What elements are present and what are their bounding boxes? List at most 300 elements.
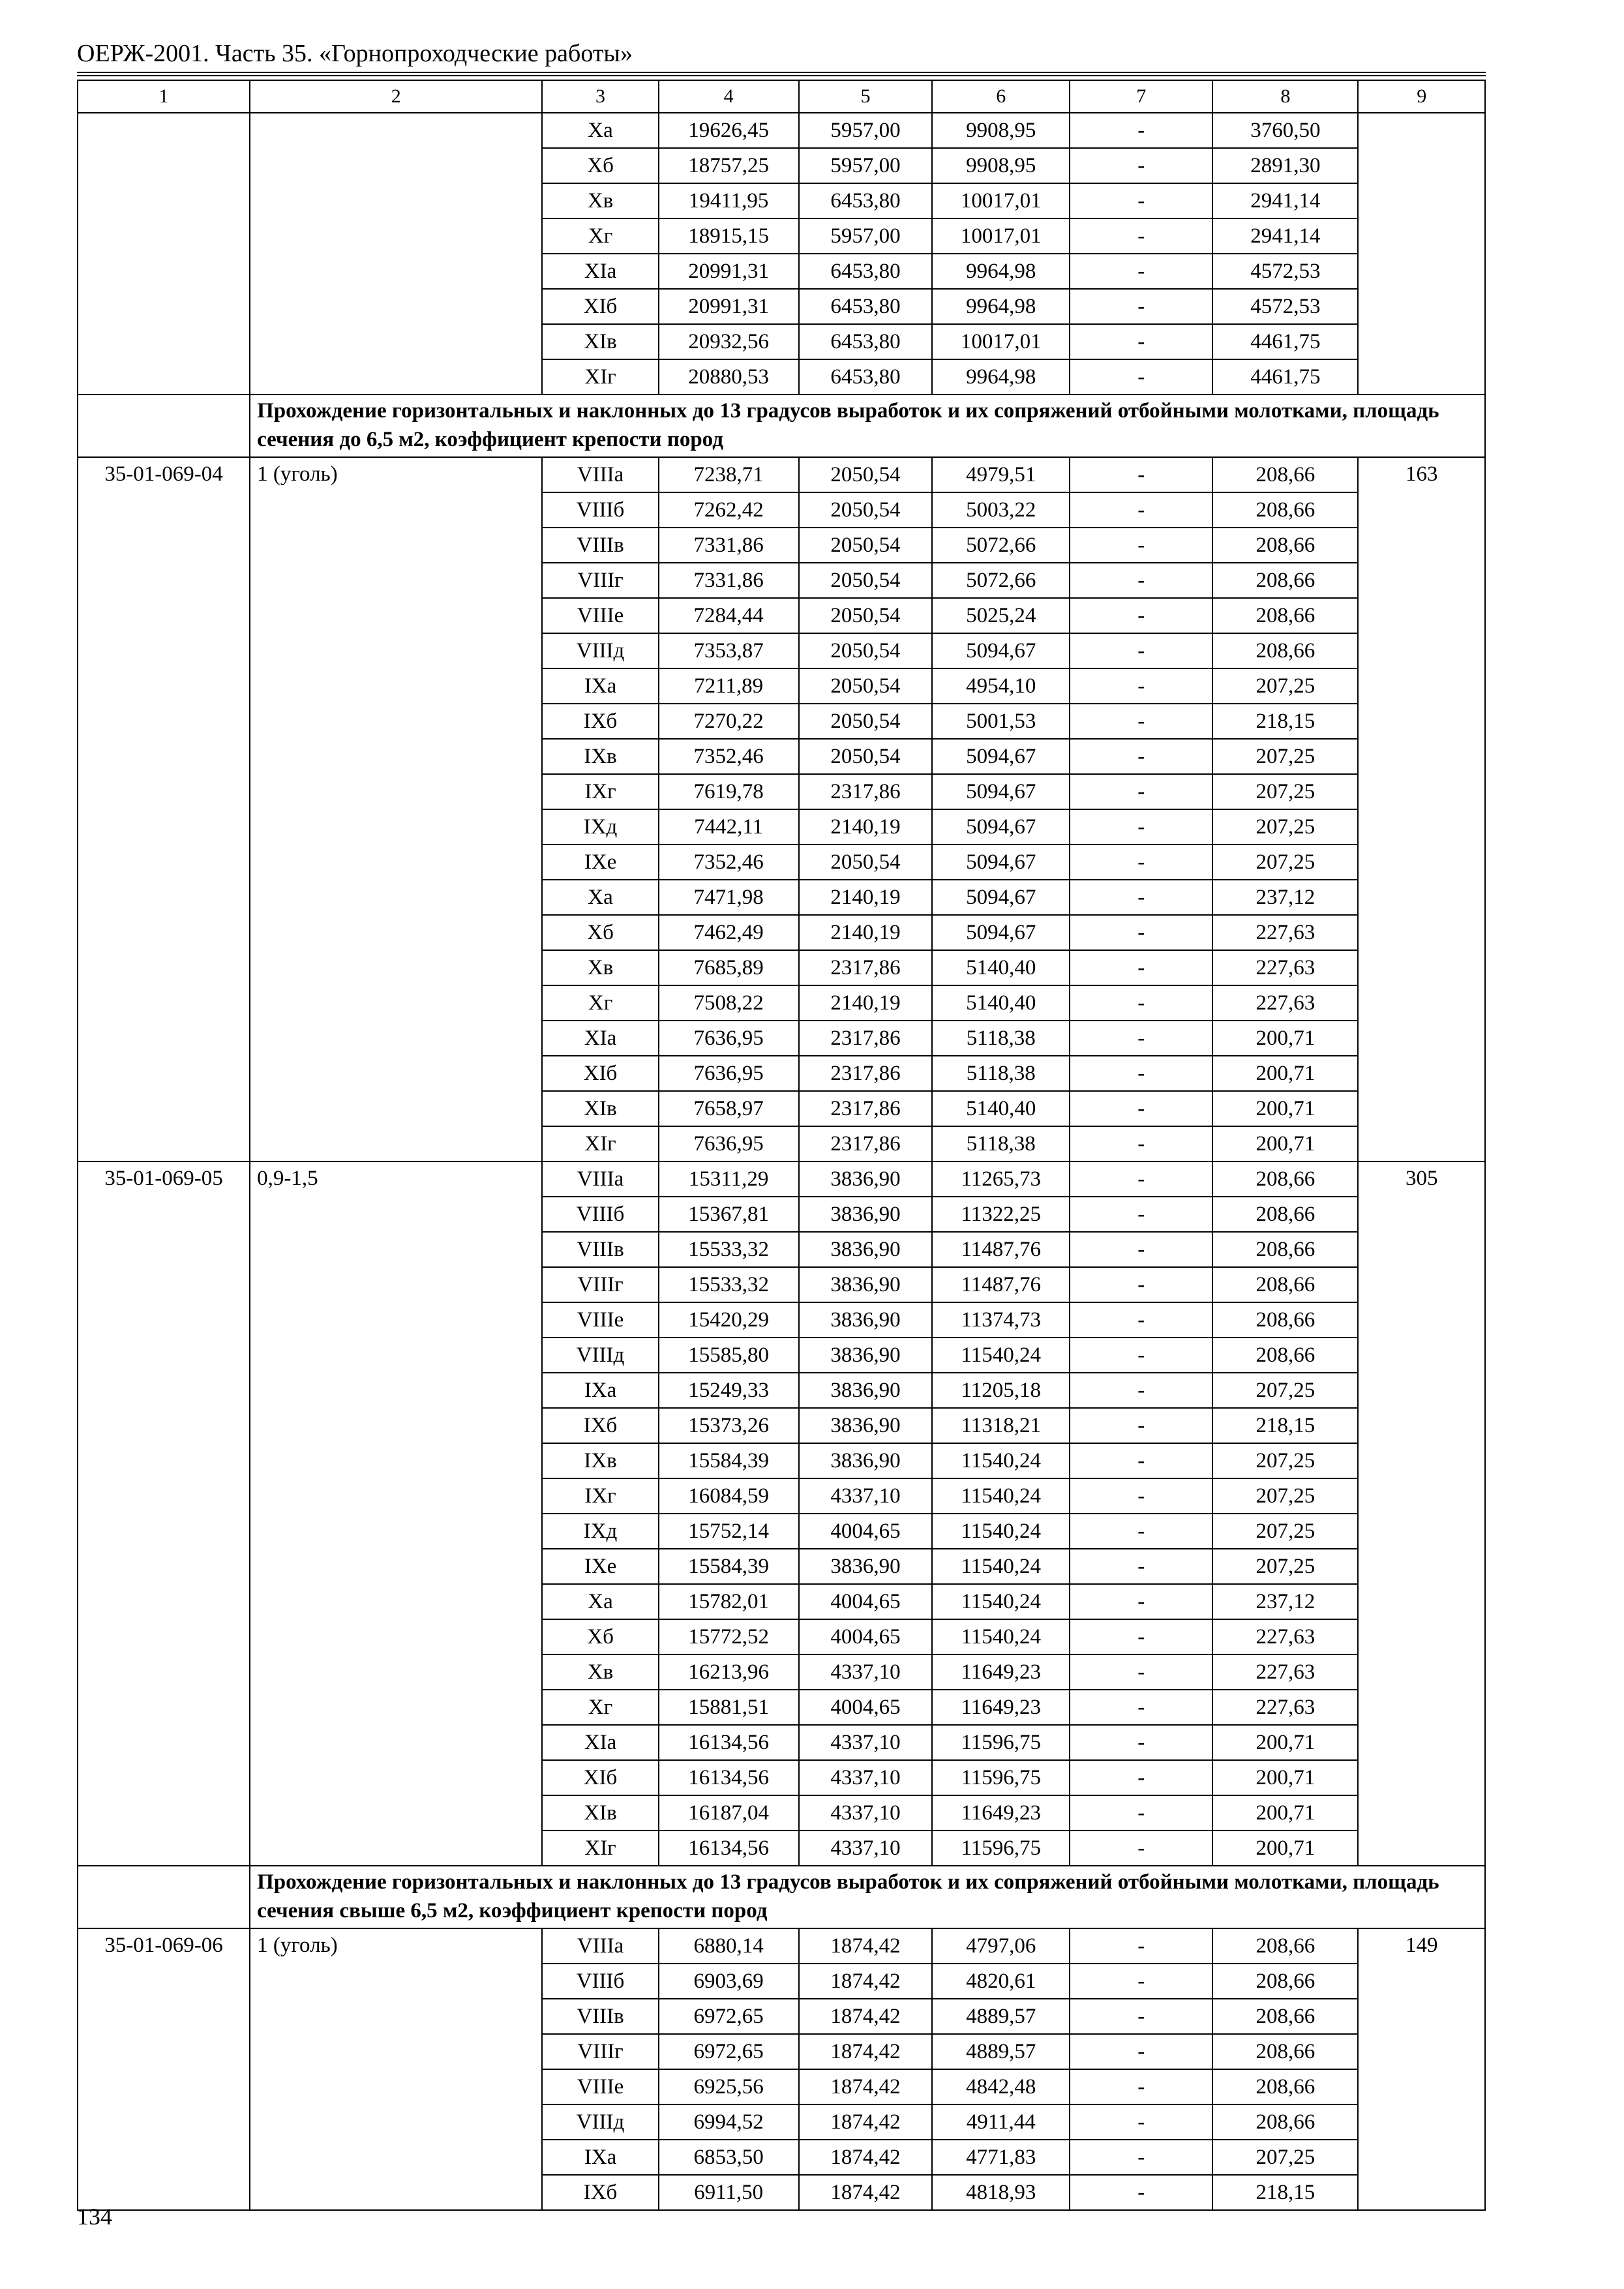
operator-cost: - — [1070, 1056, 1212, 1091]
total-cost: 20991,31 — [659, 289, 799, 324]
total-cost: 19626,45 — [659, 113, 799, 148]
operator-cost: - — [1070, 1654, 1212, 1690]
materials-cost: 2891,30 — [1212, 148, 1358, 183]
labor-cost: 2050,54 — [799, 704, 933, 739]
total-cost: 6903,69 — [659, 1964, 799, 1999]
category: VIIIа — [542, 1161, 658, 1197]
operator-cost: - — [1070, 1302, 1212, 1338]
category: IXа — [542, 1373, 658, 1408]
materials-cost: 207,25 — [1212, 739, 1358, 774]
operator-cost: - — [1070, 254, 1212, 289]
labor-cost: 2050,54 — [799, 739, 933, 774]
labor-cost: 2317,86 — [799, 774, 933, 809]
operator-cost: - — [1070, 633, 1212, 668]
total-cost: 7442,11 — [659, 809, 799, 845]
labor-cost: 6453,80 — [799, 324, 933, 359]
category: VIIIа — [542, 457, 658, 492]
category: VIIIе — [542, 1302, 658, 1338]
total-cost: 7636,95 — [659, 1056, 799, 1091]
operator-cost: - — [1070, 739, 1212, 774]
table-row — [78, 113, 1485, 148]
machine-cost: 5140,40 — [932, 985, 1070, 1021]
labor-cost: 4004,65 — [799, 1690, 933, 1725]
materials-cost: 237,12 — [1212, 880, 1358, 915]
labor-cost: 6453,80 — [799, 183, 933, 218]
total-cost: 15881,51 — [659, 1690, 799, 1725]
category: XIа — [542, 254, 658, 289]
category: Xг — [542, 218, 658, 254]
total-cost: 15752,14 — [659, 1514, 799, 1549]
materials-cost: 208,66 — [1212, 1161, 1358, 1197]
table-row — [78, 457, 1485, 492]
section-spacer — [78, 395, 250, 457]
category: IXб — [542, 704, 658, 739]
total-cost: 19411,95 — [659, 183, 799, 218]
machine-cost: 4889,57 — [932, 2034, 1070, 2069]
operator-cost: - — [1070, 598, 1212, 633]
machine-cost: 4771,83 — [932, 2140, 1070, 2175]
labor-cost: 3836,90 — [799, 1267, 933, 1302]
machine-cost: 5094,67 — [932, 915, 1070, 950]
materials-cost: 207,25 — [1212, 1514, 1358, 1549]
labor-cost: 3836,90 — [799, 1338, 933, 1373]
materials-cost: 208,66 — [1212, 1338, 1358, 1373]
labor-cost: 1874,42 — [799, 1928, 933, 1964]
labor-cost: 1874,42 — [799, 2140, 933, 2175]
operator-cost: - — [1070, 668, 1212, 704]
total-cost: 7636,95 — [659, 1126, 799, 1161]
category: Xб — [542, 148, 658, 183]
materials-cost: 4572,53 — [1212, 254, 1358, 289]
materials-cost: 208,66 — [1212, 2069, 1358, 2104]
materials-cost: 200,71 — [1212, 1760, 1358, 1795]
category: VIIIб — [542, 492, 658, 528]
machine-cost: 5072,66 — [932, 563, 1070, 598]
labor-cost: 1874,42 — [799, 2034, 933, 2069]
machine-cost: 11487,76 — [932, 1232, 1070, 1267]
machine-cost: 4954,10 — [932, 668, 1070, 704]
labor-cost: 2317,86 — [799, 950, 933, 985]
header-rule-bottom — [77, 75, 1486, 76]
rate-code: 35-01-069-04 — [78, 457, 250, 1161]
machine-cost: 11540,24 — [932, 1584, 1070, 1619]
machine-cost: 4818,93 — [932, 2175, 1070, 2210]
operator-cost: - — [1070, 113, 1212, 148]
operator-cost: - — [1070, 1443, 1212, 1478]
operator-cost: - — [1070, 809, 1212, 845]
machine-cost: 10017,01 — [932, 324, 1070, 359]
section-heading: Прохождение горизонтальных и наклонных до 13 градусов выработок и их сопряжений отбойными молотками, площадь сечения свыше 6,5 м2, коэффициент крепости пород — [250, 1866, 1485, 1928]
machine-cost: 11374,73 — [932, 1302, 1070, 1338]
section-spacer — [78, 1866, 250, 1928]
materials-cost: 218,15 — [1212, 704, 1358, 739]
materials-cost: 237,12 — [1212, 1584, 1358, 1619]
operator-cost: - — [1070, 457, 1212, 492]
materials-cost: 4572,53 — [1212, 289, 1358, 324]
materials-cost: 207,25 — [1212, 1443, 1358, 1478]
machine-cost: 11649,23 — [932, 1795, 1070, 1831]
operator-cost: - — [1070, 183, 1212, 218]
materials-cost: 200,71 — [1212, 1795, 1358, 1831]
operator-cost: - — [1070, 1760, 1212, 1795]
rate-code: 35-01-069-05 — [78, 1161, 250, 1866]
materials-cost: 208,66 — [1212, 2034, 1358, 2069]
category: VIIIв — [542, 1232, 658, 1267]
labor-cost: 1874,42 — [799, 1964, 933, 1999]
materials-cost: 200,71 — [1212, 1831, 1358, 1866]
machine-cost: 5094,67 — [932, 845, 1070, 880]
machine-cost: 5140,40 — [932, 950, 1070, 985]
column-number: 1 — [78, 80, 250, 113]
category: Xб — [542, 1619, 658, 1654]
total-cost: 15311,29 — [659, 1161, 799, 1197]
machine-cost: 11540,24 — [932, 1338, 1070, 1373]
operator-cost: - — [1070, 2069, 1212, 2104]
category: IXд — [542, 1514, 658, 1549]
operator-cost: - — [1070, 1161, 1212, 1197]
labor-cost: 2140,19 — [799, 915, 933, 950]
materials-cost: 208,66 — [1212, 1267, 1358, 1302]
machine-cost: 5094,67 — [932, 809, 1070, 845]
operator-cost: - — [1070, 1232, 1212, 1267]
category: XIа — [542, 1021, 658, 1056]
machine-cost: 5003,22 — [932, 492, 1070, 528]
operator-cost: - — [1070, 2175, 1212, 2210]
operator-cost: - — [1070, 1267, 1212, 1302]
column-number: 5 — [799, 80, 933, 113]
category: XIв — [542, 324, 658, 359]
materials-cost: 200,71 — [1212, 1021, 1358, 1056]
total-cost: 20991,31 — [659, 254, 799, 289]
operator-cost: - — [1070, 774, 1212, 809]
rock-hardness — [250, 113, 542, 395]
labor-hours: 305 — [1358, 1161, 1485, 1866]
machine-cost: 9908,95 — [932, 148, 1070, 183]
category: IXе — [542, 845, 658, 880]
operator-cost: - — [1070, 1126, 1212, 1161]
category: IXе — [542, 1549, 658, 1584]
category: Xв — [542, 183, 658, 218]
total-cost: 7636,95 — [659, 1021, 799, 1056]
total-cost: 18915,15 — [659, 218, 799, 254]
materials-cost: 2941,14 — [1212, 218, 1358, 254]
labor-cost: 2050,54 — [799, 633, 933, 668]
total-cost: 7352,46 — [659, 739, 799, 774]
materials-cost: 207,25 — [1212, 668, 1358, 704]
rock-hardness: 1 (уголь) — [250, 1928, 542, 2210]
rate-code — [78, 113, 250, 395]
total-cost: 7262,42 — [659, 492, 799, 528]
total-cost: 16084,59 — [659, 1478, 799, 1514]
materials-cost: 208,66 — [1212, 1999, 1358, 2034]
category: XIв — [542, 1795, 658, 1831]
materials-cost: 4461,75 — [1212, 324, 1358, 359]
labor-cost: 4337,10 — [799, 1478, 933, 1514]
total-cost: 15420,29 — [659, 1302, 799, 1338]
machine-cost: 5094,67 — [932, 633, 1070, 668]
labor-cost: 4337,10 — [799, 1760, 933, 1795]
labor-cost: 4337,10 — [799, 1654, 933, 1690]
materials-cost: 208,66 — [1212, 457, 1358, 492]
labor-cost: 3836,90 — [799, 1549, 933, 1584]
category: VIIIд — [542, 1338, 658, 1373]
materials-cost: 208,66 — [1212, 1197, 1358, 1232]
category: XIг — [542, 1831, 658, 1866]
labor-cost: 2140,19 — [799, 809, 933, 845]
labor-cost: 3836,90 — [799, 1443, 933, 1478]
total-cost: 16187,04 — [659, 1795, 799, 1831]
total-cost: 15782,01 — [659, 1584, 799, 1619]
machine-cost: 11322,25 — [932, 1197, 1070, 1232]
materials-cost: 227,63 — [1212, 1690, 1358, 1725]
rate-code: 35-01-069-06 — [78, 1928, 250, 2210]
labor-cost: 6453,80 — [799, 359, 933, 395]
category: VIIIв — [542, 528, 658, 563]
category: VIIIг — [542, 1267, 658, 1302]
total-cost: 7270,22 — [659, 704, 799, 739]
operator-cost: - — [1070, 950, 1212, 985]
category: VIIIб — [542, 1197, 658, 1232]
rates-table — [77, 80, 1486, 2211]
operator-cost: - — [1070, 845, 1212, 880]
total-cost: 16134,56 — [659, 1725, 799, 1760]
machine-cost: 11540,24 — [932, 1514, 1070, 1549]
total-cost: 20932,56 — [659, 324, 799, 359]
operator-cost: - — [1070, 704, 1212, 739]
labor-cost: 1874,42 — [799, 1999, 933, 2034]
materials-cost: 2941,14 — [1212, 183, 1358, 218]
section-heading: Прохождение горизонтальных и наклонных до 13 градусов выработок и их сопряжений отбойными молотками, площадь сечения до 6,5 м2, коэффициент крепости пород — [250, 395, 1485, 457]
materials-cost: 218,15 — [1212, 1408, 1358, 1443]
total-cost: 15367,81 — [659, 1197, 799, 1232]
total-cost: 6911,50 — [659, 2175, 799, 2210]
total-cost: 6994,52 — [659, 2104, 799, 2140]
table-row — [78, 1928, 1485, 1964]
machine-cost: 11649,23 — [932, 1654, 1070, 1690]
operator-cost: - — [1070, 1964, 1212, 1999]
machine-cost: 11540,24 — [932, 1549, 1070, 1584]
labor-cost: 2140,19 — [799, 880, 933, 915]
total-cost: 15249,33 — [659, 1373, 799, 1408]
machine-cost: 5118,38 — [932, 1056, 1070, 1091]
materials-cost: 207,25 — [1212, 809, 1358, 845]
operator-cost: - — [1070, 1373, 1212, 1408]
category: Xб — [542, 915, 658, 950]
operator-cost: - — [1070, 1690, 1212, 1725]
operator-cost: - — [1070, 1478, 1212, 1514]
materials-cost: 208,66 — [1212, 1964, 1358, 1999]
machine-cost: 4797,06 — [932, 1928, 1070, 1964]
operator-cost: - — [1070, 492, 1212, 528]
total-cost: 15584,39 — [659, 1443, 799, 1478]
operator-cost: - — [1070, 1584, 1212, 1619]
table-row — [78, 1161, 1485, 1197]
labor-cost: 2050,54 — [799, 492, 933, 528]
category: Xа — [542, 880, 658, 915]
machine-cost: 5001,53 — [932, 704, 1070, 739]
category: XIв — [542, 1091, 658, 1126]
labor-cost: 1874,42 — [799, 2104, 933, 2140]
total-cost: 7685,89 — [659, 950, 799, 985]
operator-cost: - — [1070, 1197, 1212, 1232]
materials-cost: 207,25 — [1212, 1549, 1358, 1584]
category: IXг — [542, 774, 658, 809]
column-number: 6 — [932, 80, 1070, 113]
labor-cost: 4337,10 — [799, 1795, 933, 1831]
total-cost: 16134,56 — [659, 1760, 799, 1795]
materials-cost: 208,66 — [1212, 2104, 1358, 2140]
total-cost: 7352,46 — [659, 845, 799, 880]
operator-cost: - — [1070, 1928, 1212, 1964]
machine-cost: 4820,61 — [932, 1964, 1070, 1999]
machine-cost: 11540,24 — [932, 1619, 1070, 1654]
machine-cost: 11318,21 — [932, 1408, 1070, 1443]
total-cost: 15584,39 — [659, 1549, 799, 1584]
machine-cost: 4911,44 — [932, 2104, 1070, 2140]
total-cost: 7353,87 — [659, 633, 799, 668]
category: VIIIе — [542, 2069, 658, 2104]
labor-cost: 4004,65 — [799, 1514, 933, 1549]
category: Xа — [542, 1584, 658, 1619]
total-cost: 7658,97 — [659, 1091, 799, 1126]
machine-cost: 4842,48 — [932, 2069, 1070, 2104]
section-heading-row — [78, 395, 1485, 457]
header-rule-top — [77, 72, 1486, 73]
total-cost: 16134,56 — [659, 1831, 799, 1866]
labor-hours — [1358, 113, 1485, 395]
operator-cost: - — [1070, 1408, 1212, 1443]
labor-cost: 2050,54 — [799, 598, 933, 633]
labor-cost: 3836,90 — [799, 1373, 933, 1408]
category: IXа — [542, 668, 658, 704]
materials-cost: 208,66 — [1212, 528, 1358, 563]
machine-cost: 11649,23 — [932, 1690, 1070, 1725]
rock-hardness: 1 (уголь) — [250, 457, 542, 1161]
total-cost: 7331,86 — [659, 528, 799, 563]
materials-cost: 208,66 — [1212, 1928, 1358, 1964]
machine-cost: 5140,40 — [932, 1091, 1070, 1126]
labor-cost: 2050,54 — [799, 845, 933, 880]
materials-cost: 200,71 — [1212, 1056, 1358, 1091]
labor-cost: 2317,86 — [799, 1091, 933, 1126]
operator-cost: - — [1070, 915, 1212, 950]
operator-cost: - — [1070, 2140, 1212, 2175]
category: IXб — [542, 2175, 658, 2210]
column-number: 3 — [542, 80, 658, 113]
labor-cost: 4337,10 — [799, 1831, 933, 1866]
total-cost: 6880,14 — [659, 1928, 799, 1964]
labor-cost: 6453,80 — [799, 254, 933, 289]
materials-cost: 200,71 — [1212, 1126, 1358, 1161]
total-cost: 18757,25 — [659, 148, 799, 183]
materials-cost: 218,15 — [1212, 2175, 1358, 2210]
column-number: 7 — [1070, 80, 1212, 113]
total-cost: 6853,50 — [659, 2140, 799, 2175]
machine-cost: 11596,75 — [932, 1831, 1070, 1866]
materials-cost: 4461,75 — [1212, 359, 1358, 395]
total-cost: 6972,65 — [659, 1999, 799, 2034]
machine-cost: 9908,95 — [932, 113, 1070, 148]
labor-cost: 4337,10 — [799, 1725, 933, 1760]
column-number: 8 — [1212, 80, 1358, 113]
machine-cost: 11265,73 — [932, 1161, 1070, 1197]
operator-cost: - — [1070, 324, 1212, 359]
labor-cost: 3836,90 — [799, 1302, 933, 1338]
category: VIIIг — [542, 2034, 658, 2069]
labor-hours: 149 — [1358, 1928, 1485, 2210]
machine-cost: 5072,66 — [932, 528, 1070, 563]
materials-cost: 227,63 — [1212, 950, 1358, 985]
category: Xг — [542, 985, 658, 1021]
labor-cost: 6453,80 — [799, 289, 933, 324]
category: XIб — [542, 1056, 658, 1091]
category: IXб — [542, 1408, 658, 1443]
category: VIIIб — [542, 1964, 658, 1999]
total-cost: 15533,32 — [659, 1267, 799, 1302]
operator-cost: - — [1070, 218, 1212, 254]
page-number: 134 — [77, 2204, 112, 2230]
materials-cost: 207,25 — [1212, 774, 1358, 809]
labor-cost: 2317,86 — [799, 1021, 933, 1056]
machine-cost: 4979,51 — [932, 457, 1070, 492]
total-cost: 7331,86 — [659, 563, 799, 598]
materials-cost: 208,66 — [1212, 1302, 1358, 1338]
materials-cost: 208,66 — [1212, 1232, 1358, 1267]
materials-cost: 227,63 — [1212, 985, 1358, 1021]
materials-cost: 227,63 — [1212, 1654, 1358, 1690]
operator-cost: - — [1070, 2034, 1212, 2069]
operator-cost: - — [1070, 1338, 1212, 1373]
category: IXв — [542, 739, 658, 774]
section-heading-row — [78, 1866, 1485, 1928]
operator-cost: - — [1070, 359, 1212, 395]
machine-cost: 11596,75 — [932, 1725, 1070, 1760]
column-number: 9 — [1358, 80, 1485, 113]
machine-cost: 5025,24 — [932, 598, 1070, 633]
total-cost: 15373,26 — [659, 1408, 799, 1443]
operator-cost: - — [1070, 148, 1212, 183]
total-cost: 7471,98 — [659, 880, 799, 915]
labor-cost: 3836,90 — [799, 1161, 933, 1197]
materials-cost: 227,63 — [1212, 1619, 1358, 1654]
labor-cost: 4004,65 — [799, 1584, 933, 1619]
operator-cost: - — [1070, 528, 1212, 563]
total-cost: 15533,32 — [659, 1232, 799, 1267]
category: IXв — [542, 1443, 658, 1478]
materials-cost: 200,71 — [1212, 1725, 1358, 1760]
labor-cost: 2050,54 — [799, 528, 933, 563]
category: IXа — [542, 2140, 658, 2175]
category: IXд — [542, 809, 658, 845]
column-number: 2 — [250, 80, 542, 113]
operator-cost: - — [1070, 1514, 1212, 1549]
total-cost: 7284,44 — [659, 598, 799, 633]
total-cost: 7508,22 — [659, 985, 799, 1021]
machine-cost: 5094,67 — [932, 880, 1070, 915]
machine-cost: 5118,38 — [932, 1126, 1070, 1161]
operator-cost: - — [1070, 1999, 1212, 2034]
materials-cost: 208,66 — [1212, 563, 1358, 598]
category: VIIIе — [542, 598, 658, 633]
labor-cost: 5957,00 — [799, 218, 933, 254]
column-number: 4 — [659, 80, 799, 113]
labor-cost: 2050,54 — [799, 668, 933, 704]
machine-cost: 10017,01 — [932, 183, 1070, 218]
machine-cost: 9964,98 — [932, 289, 1070, 324]
materials-cost: 208,66 — [1212, 492, 1358, 528]
machine-cost: 11205,18 — [932, 1373, 1070, 1408]
machine-cost: 10017,01 — [932, 218, 1070, 254]
